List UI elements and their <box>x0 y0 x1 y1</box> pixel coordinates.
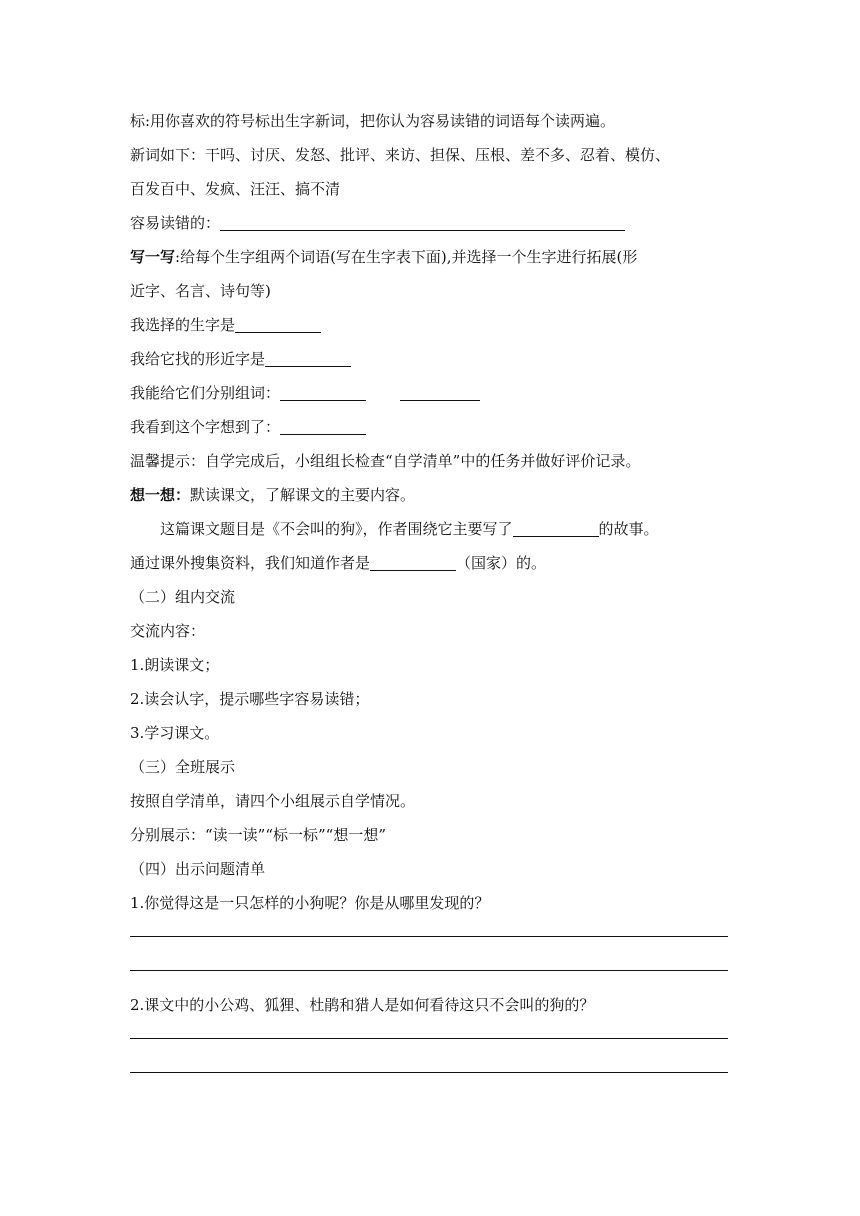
section-question-list: （四）出示问题清单 <box>130 860 266 878</box>
question-2-answer-area <box>130 1022 730 1092</box>
author-country-text: 通过课外搜集资料，我们知道作者是 <box>130 554 371 572</box>
story-summary-end: 的故事。 <box>598 520 659 538</box>
association-label: 我看到这个字想到了： <box>130 418 281 436</box>
answer-line[interactable] <box>130 970 728 971</box>
chosen-character-label: 我选择的生字是 <box>130 316 236 334</box>
story-summary-text: 这篇课文题目是《不会叫的狗》，作者围绕它主要写了 <box>160 520 513 538</box>
answer-blank[interactable] <box>280 414 366 435</box>
worksheet <box>130 104 730 1092</box>
list-item: 1.朗读课文； <box>130 656 220 674</box>
exchange-content-label: 交流内容： <box>130 622 206 640</box>
answer-line[interactable] <box>130 1072 728 1073</box>
answer-blank[interactable] <box>513 516 599 537</box>
list-item: 2.读会认字，提示哪些字容易读错； <box>130 690 370 708</box>
tip-text: 温馨提示：自学完成后，小组组长检查“自学清单”中的任务并做好评价记录。 <box>130 452 641 470</box>
answer-line[interactable] <box>130 936 728 937</box>
write-task <box>130 240 730 274</box>
story-summary-row <box>130 512 730 546</box>
instruction-mark-words: 标:用你喜欢的符号标出生字新词，把你认为容易读错的词语每个读两遍。 <box>130 112 616 130</box>
display-instruction: 按照自学清单，请四个小组展示自学情况。 <box>130 792 416 810</box>
write-task-cont: 近字、名言、诗句等) <box>130 282 271 300</box>
write-task-heading: 写一写 <box>130 248 176 266</box>
question-2: 2.课文中的小公鸡、狐狸、杜鹃和猎人是如何看待这只不会叫的狗的？ <box>130 996 595 1014</box>
author-country-end: （国家）的。 <box>456 554 547 572</box>
think-task <box>130 478 730 512</box>
similar-character-row <box>130 342 730 376</box>
display-items: 分别展示：“读一读”“标一标”“想一想” <box>130 826 387 844</box>
answer-blank[interactable] <box>370 550 456 571</box>
think-task-heading: 想一想： <box>130 486 191 504</box>
chosen-character-row <box>130 308 730 342</box>
word-group-label: 我能给它们分别组词： <box>130 384 281 402</box>
easy-to-misread-label: 容易读错的： <box>130 214 221 232</box>
answer-line[interactable] <box>130 1038 728 1039</box>
answer-blank[interactable] <box>265 346 351 367</box>
question-1: 1.你觉得这是一只怎样的小狗呢？你是从哪里发现的？ <box>130 894 490 912</box>
author-country-row <box>130 546 730 580</box>
association-row <box>130 410 730 444</box>
new-words-list-cont: 百发百中、发疯、汪汪、搞不清 <box>130 180 341 198</box>
new-words-list: 新词如下：干吗、讨厌、发怒、批评、来访、担保、压根、差不多、忍着、模仿、 <box>130 146 671 164</box>
section-class-display: （三）全班展示 <box>130 758 236 776</box>
easy-to-misread-row <box>130 206 730 240</box>
section-group-exchange: （二）组内交流 <box>130 588 236 606</box>
write-task-text: :给每个生字组两个词语(写在生字表下面),并选择一个生字进行拓展(形 <box>175 248 638 266</box>
word-group-row <box>130 376 730 410</box>
think-task-text: 默读课文，了解课文的主要内容。 <box>190 486 416 504</box>
answer-blank[interactable] <box>220 210 625 231</box>
answer-blank[interactable] <box>235 312 321 333</box>
list-item: 3.学习课文。 <box>130 724 220 742</box>
similar-character-label: 我给它找的形近字是 <box>130 350 266 368</box>
answer-blank[interactable] <box>400 380 480 401</box>
question-1-answer-area <box>130 920 730 988</box>
answer-blank[interactable] <box>280 380 366 401</box>
